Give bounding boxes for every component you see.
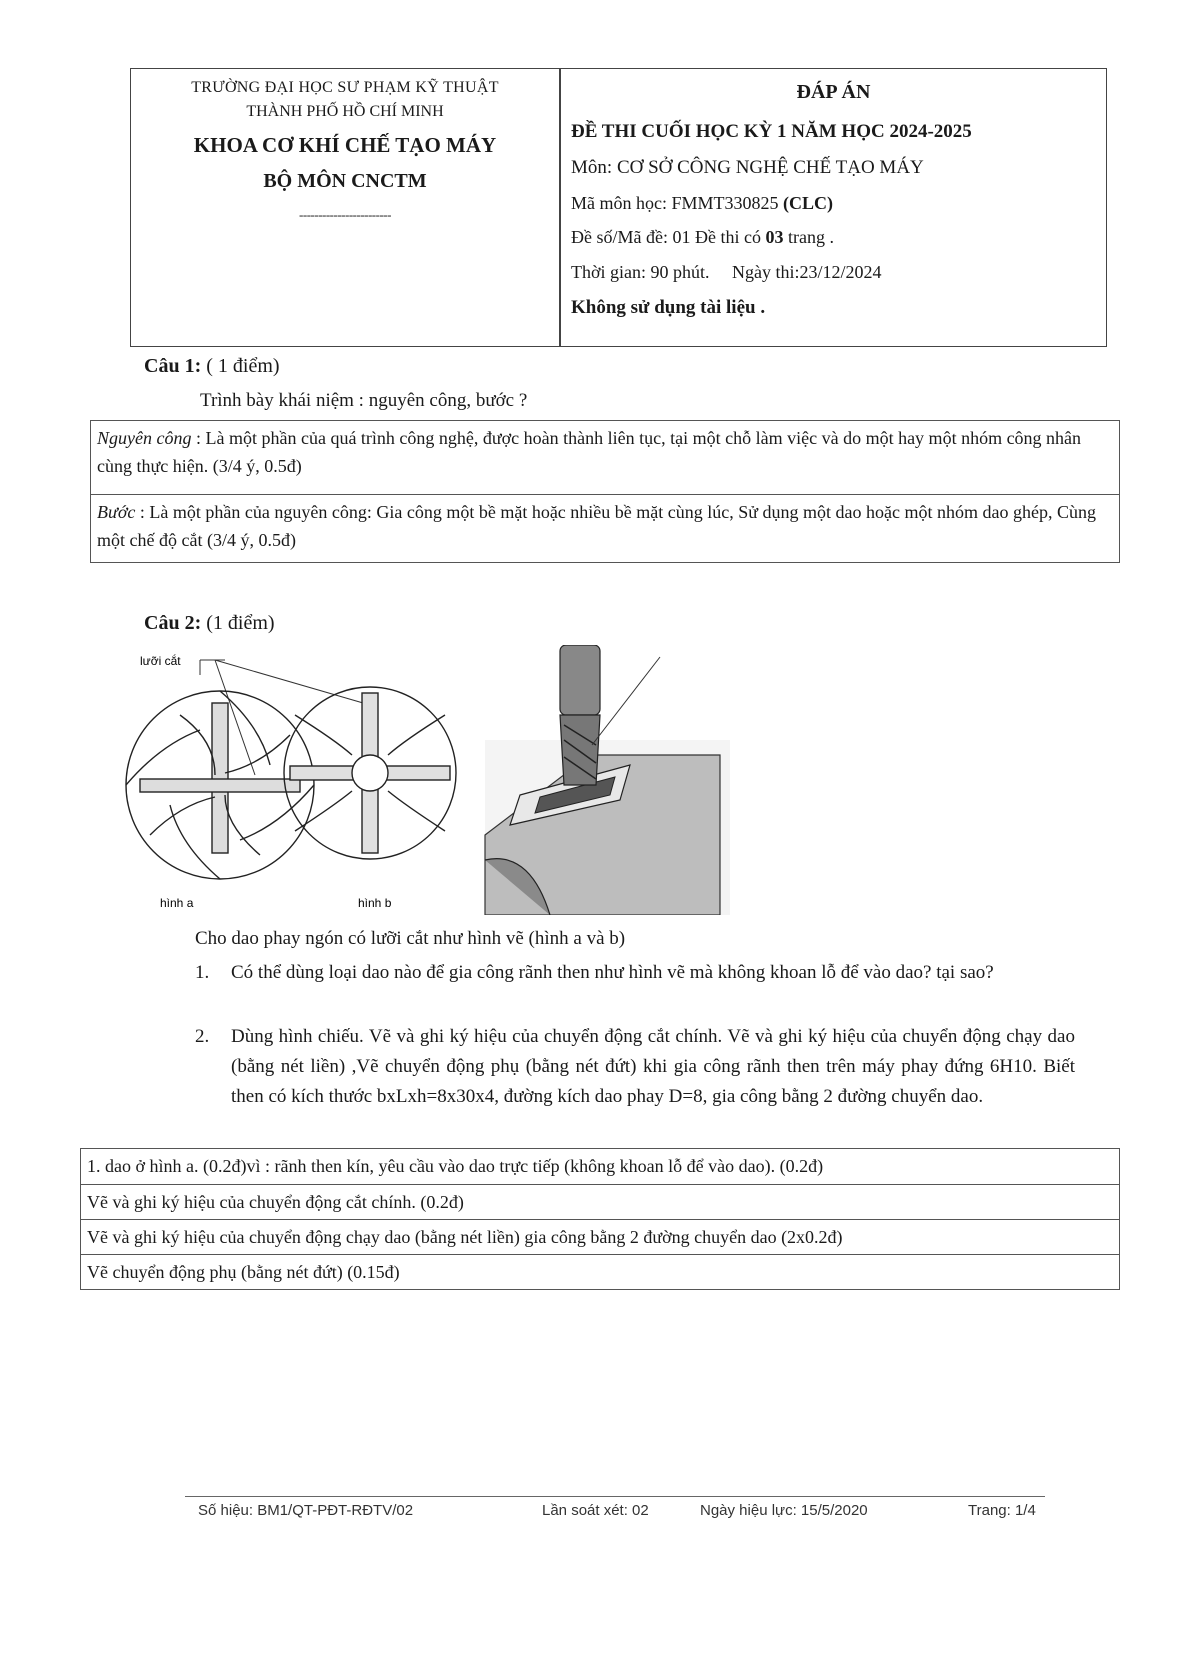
subject-line: [571, 157, 924, 179]
answer-2-row-4: Vẽ chuyển động phụ (bằng nét đứt) (0.15đ): [81, 1254, 1119, 1289]
question-2-item-1: [195, 958, 1075, 988]
term-nguyen-cong: Nguyên công: [97, 428, 192, 448]
question-2-points: (1 điểm): [206, 612, 275, 634]
answer-key-title: ĐÁP ÁN: [796, 81, 871, 103]
footer-revision: Lần soát xét: 02: [542, 1502, 649, 1519]
question-2-intro: Cho dao phay ngón có lưỡi cắt như hình vẽ (hình a và b): [195, 928, 626, 949]
answer-nguyen-cong: [91, 421, 1119, 494]
keyway-milling-illustration: [485, 645, 730, 915]
city-name: THÀNH PHỐ HỒ CHÍ MINH: [246, 103, 444, 120]
exam-duration: Thời gian: 90 phút.: [571, 262, 710, 282]
course-code-suffix: (CLC): [783, 193, 834, 213]
footer-page-number: Trang: 1/4: [968, 1502, 1036, 1519]
item-2-number: 2.: [195, 1026, 210, 1047]
end-mill-section-a: [126, 691, 314, 879]
header-divider: [559, 69, 561, 346]
question-1-text: Trình bày khái niệm : nguyên công, bước ?: [200, 390, 528, 411]
subject-label: Môn:: [571, 157, 613, 178]
footer-document-code: Số hiệu: BM1/QT-PĐT-RĐTV/02: [198, 1502, 414, 1519]
exam-date: Ngày thi:23/12/2024: [732, 262, 882, 282]
exam-header: [130, 68, 1107, 347]
footer-effective-date: Ngày hiệu lực: 15/5/2020: [700, 1502, 868, 1519]
end-mill-figure: [120, 645, 730, 915]
answer-2-row-1: 1. dao ở hình a. (0.2đ)vì : rãnh then kín, yêu cầu vào dao trực tiếp (không khoan lỗ để vào dao). (0.2đ): [87, 1156, 824, 1176]
question-1-label: Câu 1:: [144, 355, 202, 377]
question-1-points: ( 1 điểm): [206, 355, 280, 377]
answer-2-row-2: Vẽ và ghi ký hiệu của chuyển động cắt chính. (0.2đ): [81, 1184, 1119, 1219]
course-code: FMMT330825: [671, 193, 779, 213]
course-code-line: [571, 193, 833, 214]
definition-buoc: : Là một phần của nguyên công: Gia công một bề mặt hoặc nhiều bề mặt cùng lúc, Sử dụng một dao hoặc một nhóm dao ghép, Cùng một chế độ cắt (3/4 ý, 0.5đ): [97, 502, 1096, 550]
exam-number-line: [571, 227, 834, 248]
no-materials-note: Không sử dụng tài liệu .: [571, 297, 766, 318]
item-2-text: Dùng hình chiếu. Vẽ và ghi ký hiệu của chuyển động cắt chính. Vẽ và ghi ký hiệu của chuyển động chạy dao (bằng nét liền) ,Vẽ chuyển động phụ (bằng nét đứt) khi gia công rãnh then trên máy phay đứng 6H10. Biết then có kích thước bxLxh=8x30x4, đường kích dao phay D=8, gia công bằng 2 đường chuyển dao.: [231, 1026, 1075, 1107]
question-2-item-2: [195, 1022, 1075, 1112]
faculty-name: KHOA CƠ KHÍ CHẾ TẠO MÁY: [193, 133, 497, 157]
end-mill-section-b: [284, 687, 456, 859]
question-2-title: [144, 612, 275, 635]
footer-rule: [185, 1496, 1045, 1497]
university-name: TRƯỜNG ĐẠI HỌC SƯ PHẠM KỸ THUẬT: [191, 79, 499, 96]
figure-b-label: hình b: [358, 896, 392, 910]
cut-edge-label: lưỡi cắt: [140, 654, 181, 668]
question-1-title: [144, 355, 280, 378]
item-1-number: 1.: [195, 962, 210, 983]
question-2-answer-box: [80, 1148, 1120, 1290]
exam-title: ĐỀ THI CUỐI HỌC KỲ 1 NĂM HỌC 2024-2025: [571, 121, 972, 142]
term-buoc: Bước: [97, 502, 136, 522]
department-name: BỘ MÔN CNCTM: [263, 170, 427, 192]
question-2-label: Câu 2:: [144, 612, 202, 634]
figure-a-label: hình a: [160, 896, 194, 910]
page-count: 03: [765, 227, 784, 247]
answer-buoc: [91, 494, 1119, 562]
course-code-label: Mã môn học:: [571, 193, 667, 213]
time-date-line: [571, 262, 882, 283]
subject-name: CƠ SỞ CÔNG NGHỆ CHẾ TẠO MÁY: [616, 157, 924, 178]
exam-number: Đề số/Mã đề: 01 Đề thi có: [571, 227, 761, 247]
question-1-answer-box: [90, 420, 1120, 563]
item-1-text: Có thể dùng loại dao nào để gia công rãnh then như hình vẽ mà không khoan lỗ để vào dao? tại sao?: [231, 962, 994, 983]
definition-nguyen-cong: : Là một phần của quá trình công nghệ, được hoàn thành liên tục, tại một chỗ làm việc và do một hay một nhóm công nhân cùng thực hiện. (3/4 ý, 0.5đ): [97, 428, 1082, 476]
page-count-suffix: trang .: [787, 227, 834, 247]
answer-2-row-3: Vẽ và ghi ký hiệu của chuyển động chạy dao (bằng nét liền) gia công bằng 2 đường chuyển dao (2x0.2đ): [81, 1219, 1119, 1254]
header-separator: ------------------------: [299, 207, 391, 222]
